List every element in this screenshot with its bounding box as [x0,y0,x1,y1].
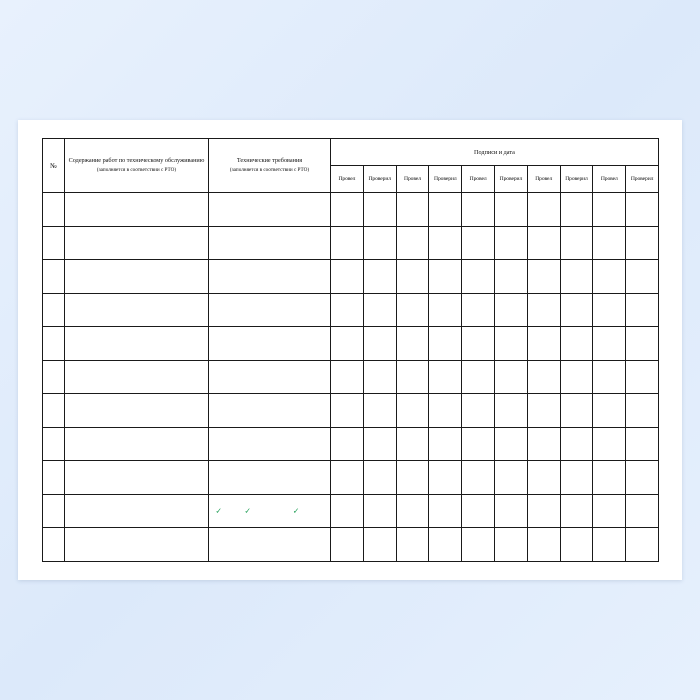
table-header [43,139,659,193]
cell-technical-requirements[interactable] [209,360,331,394]
cell-signature-1[interactable] [331,327,364,361]
cell-signature-8[interactable] [560,461,593,495]
cell-signature-4[interactable] [429,226,462,260]
cell-signature-9[interactable] [593,494,626,528]
cell-number[interactable] [43,193,65,227]
cell-signature-7[interactable] [527,461,560,495]
check-mark-icon: ✓ [215,506,223,516]
cell-signature-5[interactable] [462,461,495,495]
cell-signature-10[interactable] [626,327,659,361]
header-technical-requirements-subtitle: (заполняется в соответствии с РТО) [229,166,310,173]
header-cell-signatures-and-date: Подписи и дата [331,139,659,166]
cell-signature-4[interactable] [429,293,462,327]
cell-signature-10[interactable] [626,528,659,562]
cell-work-content[interactable] [65,461,209,495]
cell-signature-6[interactable] [494,461,527,495]
cell-signature-7[interactable] [527,193,560,227]
cell-technical-requirements[interactable] [209,193,331,227]
cell-signature-2[interactable] [363,293,396,327]
cell-number[interactable] [43,427,65,461]
cell-signature-6[interactable] [494,394,527,428]
cell-signature-10[interactable] [626,360,659,394]
cell-signature-10[interactable] [626,293,659,327]
header-cell-technical-requirements [209,139,331,193]
table-row[interactable] [43,193,659,227]
cell-signature-8[interactable] [560,293,593,327]
cell-signature-6[interactable] [494,193,527,227]
cell-signature-9[interactable] [593,193,626,227]
cell-signature-4[interactable] [429,327,462,361]
cell-signature-5[interactable] [462,193,495,227]
cell-signature-9[interactable] [593,260,626,294]
cell-number[interactable] [43,293,65,327]
cell-number[interactable] [43,327,65,361]
cell-number[interactable] [43,394,65,428]
cell-signature-4[interactable] [429,193,462,227]
header-cell-performed-1: Провел [331,166,364,193]
cell-signature-4[interactable] [429,461,462,495]
cell-signature-9[interactable] [593,394,626,428]
header-cell-performed-3: Провел [462,166,495,193]
cell-signature-3[interactable] [396,394,429,428]
cell-signature-7[interactable] [527,260,560,294]
cell-signature-7[interactable] [527,394,560,428]
cell-work-content[interactable] [65,360,209,394]
cell-signature-9[interactable] [593,226,626,260]
cell-signature-3[interactable] [396,260,429,294]
cell-signature-2[interactable] [363,528,396,562]
cell-signature-5[interactable] [462,327,495,361]
cell-signature-6[interactable] [494,260,527,294]
cell-signature-6[interactable] [494,494,527,528]
cell-work-content[interactable] [65,327,209,361]
check-mark-icon: ✓ [244,506,252,516]
cell-number[interactable] [43,494,65,528]
cell-number[interactable] [43,260,65,294]
cell-technical-requirements[interactable] [209,226,331,260]
cell-signature-3[interactable] [396,528,429,562]
header-work-content-title: Содержание работ по техническому обслуживанию [68,157,205,165]
header-cell-checked-4: Проверил [560,166,593,193]
header-cell-work-content [65,139,209,193]
cell-signature-9[interactable] [593,293,626,327]
cell-signature-7[interactable] [527,427,560,461]
header-cell-checked-3: Проверил [494,166,527,193]
cell-signature-3[interactable] [396,494,429,528]
cell-signature-9[interactable] [593,327,626,361]
table-row[interactable] [43,360,659,394]
cell-technical-requirements[interactable] [209,461,331,495]
header-technical-requirements-title: Технические требования [236,157,303,165]
cell-signature-5[interactable] [462,427,495,461]
cell-signature-9[interactable] [593,461,626,495]
cell-signature-8[interactable] [560,394,593,428]
cell-signature-10[interactable] [626,226,659,260]
cell-signature-3[interactable] [396,427,429,461]
cell-signature-3[interactable] [396,226,429,260]
cell-technical-requirements[interactable] [209,293,331,327]
cell-work-content[interactable] [65,293,209,327]
cell-work-content[interactable] [65,427,209,461]
table-row[interactable] [43,293,659,327]
cell-signature-2[interactable] [363,327,396,361]
table-row[interactable] [43,226,659,260]
cell-number[interactable] [43,528,65,562]
cell-signature-1[interactable] [331,226,364,260]
cell-signature-7[interactable] [527,226,560,260]
cell-signature-9[interactable] [593,427,626,461]
table-row[interactable] [43,260,659,294]
table-row[interactable] [43,394,659,428]
cell-signature-6[interactable] [494,226,527,260]
cell-signature-6[interactable] [494,427,527,461]
cell-signature-10[interactable] [626,260,659,294]
cell-signature-6[interactable] [494,360,527,394]
check-mark-icon: ✓ [292,506,300,516]
cell-signature-3[interactable] [396,360,429,394]
cell-number[interactable] [43,461,65,495]
table-body [43,193,659,562]
cell-signature-4[interactable] [429,394,462,428]
cell-signature-5[interactable] [462,394,495,428]
header-cell-performed-4: Провел [527,166,560,193]
cell-signature-5[interactable] [462,293,495,327]
header-row-top [43,139,659,166]
cell-signature-3[interactable] [396,193,429,227]
cell-signature-8[interactable] [560,193,593,227]
cell-signature-6[interactable] [494,327,527,361]
cell-signature-4[interactable] [429,528,462,562]
cell-signature-7[interactable] [527,360,560,394]
cell-signature-8[interactable] [560,327,593,361]
cell-signature-6[interactable] [494,293,527,327]
cell-signature-5[interactable] [462,528,495,562]
cell-signature-10[interactable] [626,427,659,461]
cell-signature-5[interactable] [462,260,495,294]
cell-signature-10[interactable] [626,193,659,227]
table-row[interactable] [43,494,659,528]
cell-signature-5[interactable] [462,494,495,528]
cell-signature-3[interactable] [396,293,429,327]
cell-signature-4[interactable] [429,427,462,461]
cell-signature-7[interactable] [527,327,560,361]
table-row[interactable] [43,327,659,361]
cell-signature-1[interactable] [331,293,364,327]
header-cell-performed-5: Провел [593,166,626,193]
header-cell-checked-1: Проверил [363,166,396,193]
header-work-content-subtitle: (заполняется в соответствии с РТО) [96,166,177,173]
cell-signature-2[interactable] [363,193,396,227]
cell-signature-2[interactable] [363,260,396,294]
cell-signature-2[interactable] [363,494,396,528]
cell-signature-4[interactable] [429,494,462,528]
cell-signature-5[interactable] [462,226,495,260]
cell-technical-requirements[interactable] [209,494,331,528]
cell-signature-5[interactable] [462,360,495,394]
cell-technical-requirements[interactable] [209,260,331,294]
cell-signature-2[interactable] [363,226,396,260]
cell-signature-9[interactable] [593,528,626,562]
cell-signature-7[interactable] [527,528,560,562]
document-page [18,120,682,580]
cell-signature-8[interactable] [560,260,593,294]
cell-signature-10[interactable] [626,461,659,495]
cell-signature-7[interactable] [527,293,560,327]
cell-signature-1[interactable] [331,528,364,562]
cell-signature-3[interactable] [396,327,429,361]
cell-signature-10[interactable] [626,394,659,428]
cell-signature-1[interactable] [331,360,364,394]
cell-signature-8[interactable] [560,494,593,528]
cell-work-content[interactable] [65,394,209,428]
cell-signature-3[interactable] [396,461,429,495]
header-cell-checked-2: Проверил [429,166,462,193]
header-cell-performed-2: Провел [396,166,429,193]
maintenance-journal-table [42,138,659,562]
cell-signature-7[interactable] [527,494,560,528]
cell-signature-1[interactable] [331,260,364,294]
cell-work-content[interactable] [65,193,209,227]
cell-signature-8[interactable] [560,427,593,461]
cell-number[interactable] [43,360,65,394]
cell-signature-1[interactable] [331,427,364,461]
cell-signature-1[interactable] [331,193,364,227]
cell-signature-10[interactable] [626,494,659,528]
cell-signature-1[interactable] [331,494,364,528]
cell-technical-requirements[interactable] [209,327,331,361]
cell-work-content[interactable] [65,260,209,294]
cell-signature-2[interactable] [363,394,396,428]
cell-number[interactable] [43,226,65,260]
cell-signature-6[interactable] [494,528,527,562]
cell-signature-2[interactable] [363,427,396,461]
cell-technical-requirements[interactable] [209,427,331,461]
cell-signature-1[interactable] [331,394,364,428]
cell-signature-8[interactable] [560,360,593,394]
cell-signature-8[interactable] [560,528,593,562]
cell-signature-8[interactable] [560,226,593,260]
table-row[interactable] [43,528,659,562]
cell-signature-4[interactable] [429,260,462,294]
header-cell-checked-5: Проверил [626,166,659,193]
cell-signature-4[interactable] [429,360,462,394]
maintenance-journal-table-wrapper [42,138,658,562]
cell-signature-1[interactable] [331,461,364,495]
cell-signature-2[interactable] [363,461,396,495]
header-cell-number: № [43,139,65,193]
cell-work-content[interactable] [65,494,209,528]
cell-signature-2[interactable] [363,360,396,394]
table-row[interactable] [43,461,659,495]
cell-work-content[interactable] [65,528,209,562]
table-row[interactable] [43,427,659,461]
cell-work-content[interactable] [65,226,209,260]
cell-technical-requirements[interactable] [209,394,331,428]
cell-signature-9[interactable] [593,360,626,394]
cell-technical-requirements[interactable] [209,528,331,562]
